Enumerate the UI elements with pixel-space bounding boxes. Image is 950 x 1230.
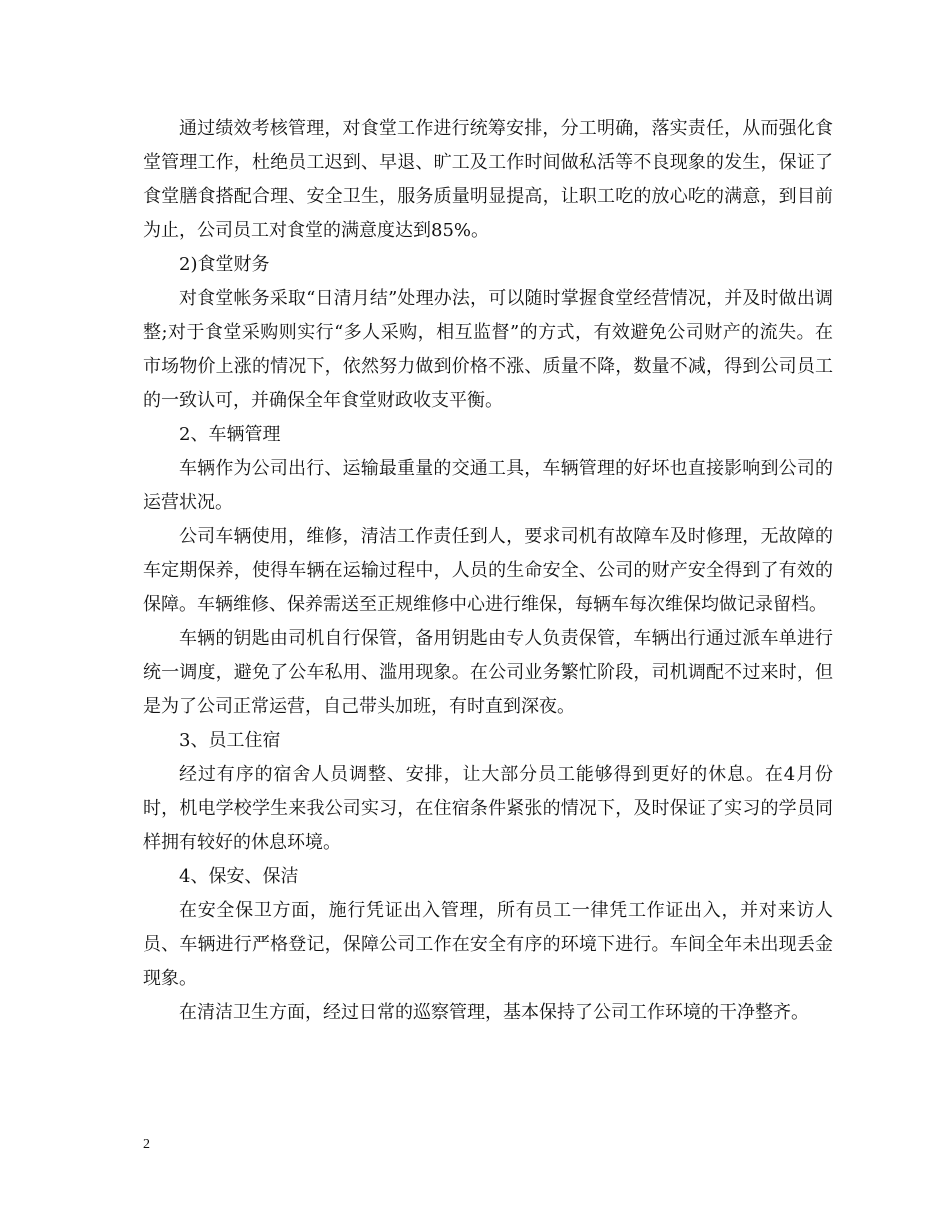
paragraph-vehicle-maintenance: 公司车辆使用，维修，清洁工作责任到人，要求司机有故障车及时修理，无故障的车定期保养，使得车辆在运输过程中，人员的生命安全、公司的财产安全得到了有效的保障。车辆维修、保养需送至正规维修中心进行维保，每辆车每次维保均做记录留档。 xyxy=(143,526,833,615)
paragraph-vehicle-keys: 车辆的钥匙由司机自行保管，备用钥匙由专人负责保管，车辆出行通过派车单进行统一调度，避免了公车私用、滥用现象。在公司业务繁忙阶段，司机调配不过来时，但是为了公司正常运营，自己带头加班，有时直到深夜。 xyxy=(143,628,833,717)
heading-security-cleaning: 4、保安、保洁 xyxy=(179,866,299,887)
paragraph-canteen-finance: 对食堂帐务采取“日清月结”处理办法，可以随时掌握食堂经营情况，并及时做出调整;对于食堂采购则实行“多人采购，相互监督”的方式，有效避免公司财产的流失。在市场物价上涨的情况下，依然努力做到价格不涨、质量不降，数量不减，得到公司员工的一致认可，并确保全年食堂财政收支平衡。 xyxy=(143,288,833,411)
paragraph-security: 在安全保卫方面，施行凭证出入管理，所有员工一律凭工作证出入，并对来访人员、车辆进行严格登记，保障公司工作在安全有序的环境下进行。车间全年未出现丢金现象。 xyxy=(143,900,833,989)
heading-staff-housing: 3、员工住宿 xyxy=(179,730,281,751)
paragraph-vehicle-importance: 车辆作为公司出行、运输最重量的交通工具，车辆管理的好坏也直接影响到公司的运营状况。 xyxy=(143,458,833,513)
paragraph-staff-housing: 经过有序的宿舍人员调整、安排，让大部分员工能够得到更好的休息。在4月份时，机电学校学生来我公司实习，在住宿条件紧张的情况下，及时保证了实习的学员同样拥有较好的休息环境。 xyxy=(143,764,833,853)
paragraph-cleaning: 在清洁卫生方面，经过日常的巡察管理，基本保持了公司工作环境的干净整齐。 xyxy=(179,1002,809,1023)
heading-vehicle-management: 2、车辆管理 xyxy=(179,424,281,445)
heading-canteen-finance: 2)食堂财务 xyxy=(179,254,270,275)
document-body xyxy=(143,112,833,1030)
paragraph-canteen-performance: 通过绩效考核管理，对食堂工作进行统筹安排，分工明确，落实责任，从而强化食堂管理工作，杜绝员工迟到、早退、旷工及工作时间做私活等不良现象的发生，保证了食堂膳食搭配合理、安全卫生，服务质量明显提高，让职工吃的放心吃的满意，到目前为止，公司员工对食堂的满意度达到85%。 xyxy=(143,118,833,241)
page-number: 2 xyxy=(143,1137,150,1152)
